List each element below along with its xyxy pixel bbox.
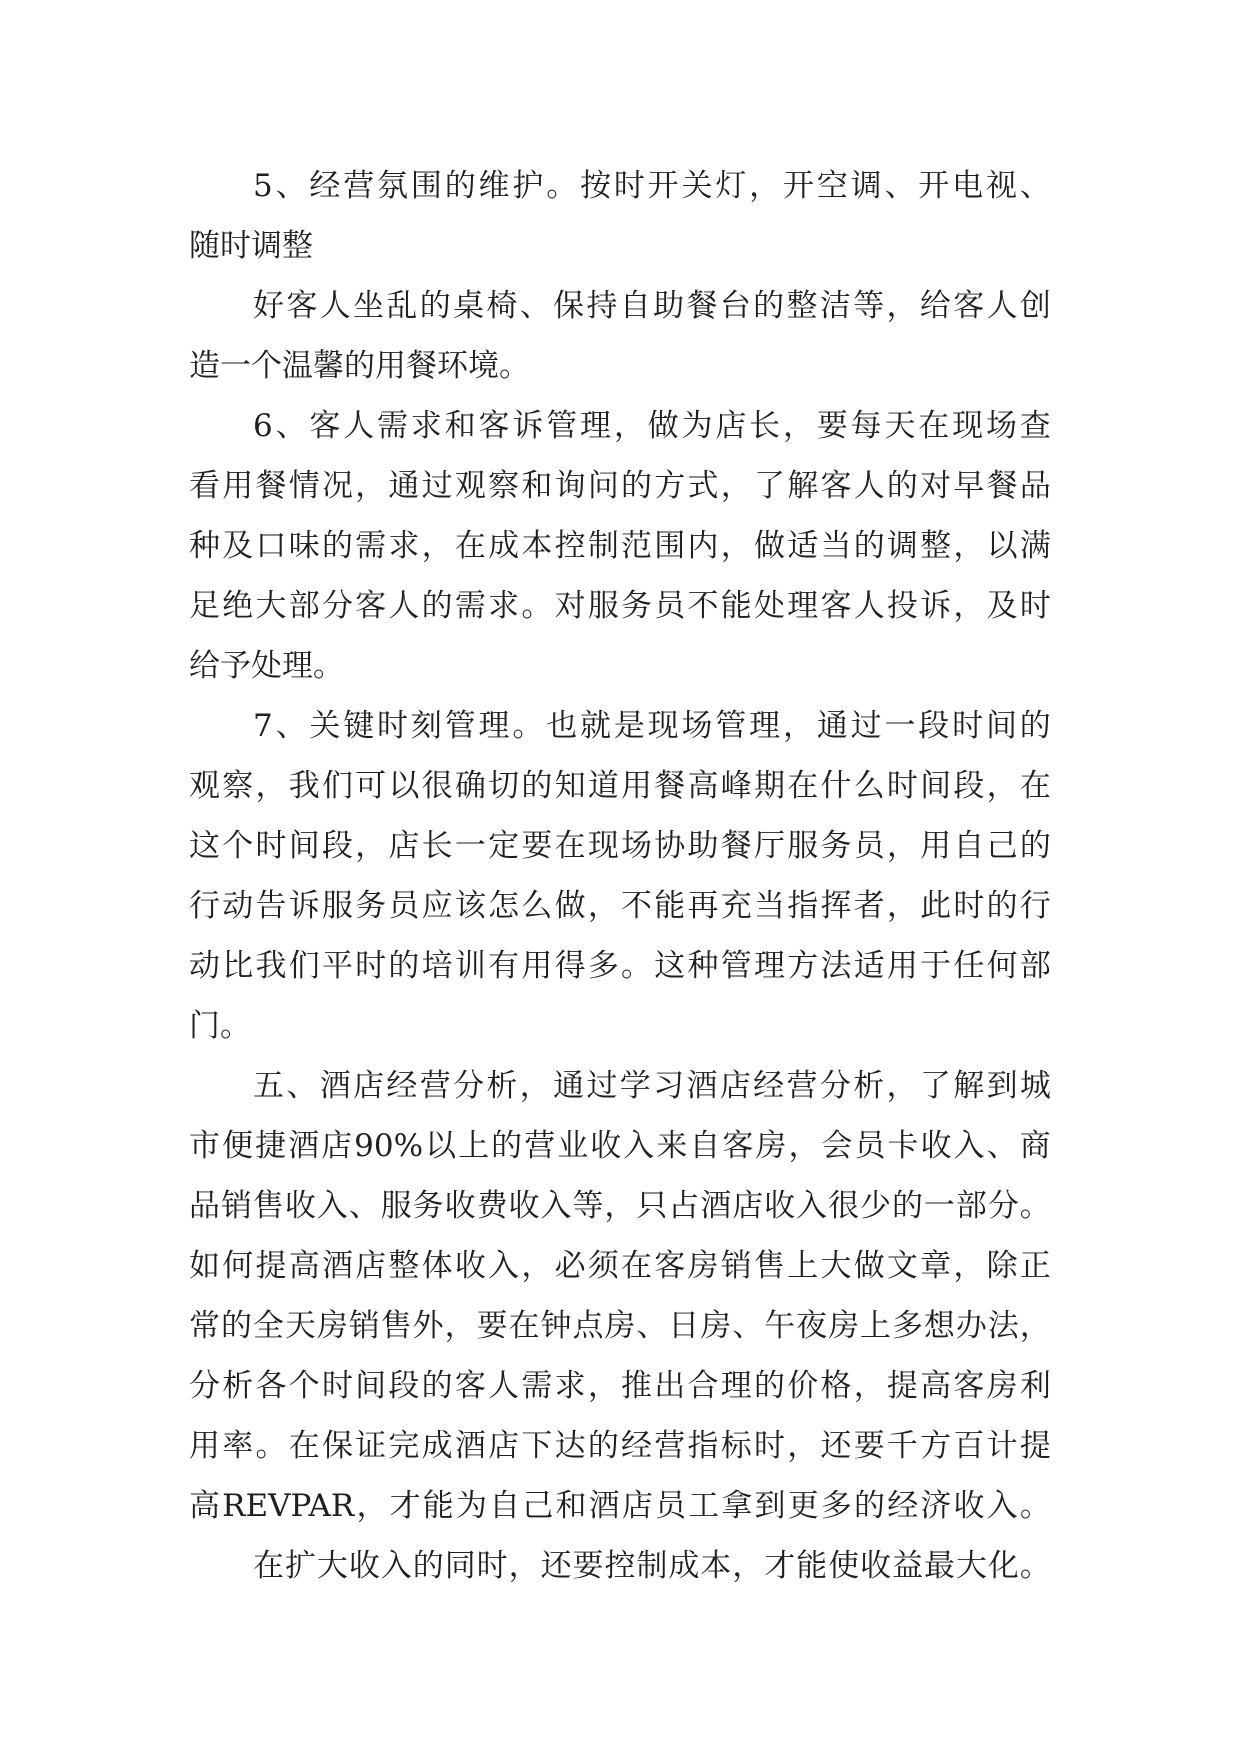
text-line: 5 、 经 营 氛 围 的 维 护 。 按 时 开 关 灯 ， 开 空 调 、 开 电 视 、	[253, 168, 1051, 204]
text-line: 动 比 我 们 平 时 的 培 训 有 用 得 多 。 这 种 管 理 方 法 适 用 于 任 何 部	[189, 948, 1051, 984]
text-line: 品 销 售 收 入 、 服 务 收 费 收 入 等 ， 只 占 酒 店 收 入 很 少 的 一 部 分 。	[189, 1188, 1051, 1224]
text-line: 分 析 各 个 时 间 段 的 客 人 需 求 ， 推 出 合 理 的 价 格 ， 提 高 客 房 利	[189, 1368, 1051, 1404]
text-line: 种 及 口 味 的 需 求 ， 在 成 本 控 制 范 围 内 ， 做 适 当 的 调 整 ， 以 满	[189, 528, 1051, 564]
text-line: 给予处理。	[189, 648, 344, 684]
text-line: 行 动 告 诉 服 务 员 应 该 怎 么 做 ， 不 能 再 充 当 指 挥 者 ， 此 时 的 行	[189, 888, 1051, 924]
text-line: 五 、 酒 店 经 营 分 析 ， 通 过 学 习 酒 店 经 营 分 析 ， 了 解 到 城	[253, 1068, 1051, 1104]
text-line: 7 、 关 键 时 刻 管 理 。 也 就 是 现 场 管 理 ， 通 过 一 段 时 间 的	[253, 708, 1051, 744]
text-line: 门。	[189, 1008, 251, 1044]
text-line: 高 REVPAR ， 才 能 为 自 己 和 酒 店 员 工 拿 到 更 多 的 经 济 收 入 。	[189, 1488, 1051, 1524]
text-line: 造一个温馨的用餐环境。	[189, 348, 530, 384]
text-line: 用 率 。 在 保 证 完 成 酒 店 下 达 的 经 营 指 标 时 ， 还 要 千 方 百 计 提	[189, 1428, 1051, 1464]
text-line: 如 何 提 高 酒 店 整 体 收 入 ， 必 须 在 客 房 销 售 上 大 做 文 章 ， 除 正	[189, 1248, 1051, 1284]
text-line: 足 绝 大 部 分 客 人 的 需 求 。 对 服 务 员 不 能 处 理 客 人 投 诉 ， 及 时	[189, 588, 1051, 624]
text-line: 常 的 全 天 房 销 售 外 ， 要 在 钟 点 房 、 日 房 、 午 夜 房 上 多 想 办 法 ，	[189, 1308, 1051, 1344]
text-line: 随时调整	[189, 228, 313, 264]
text-line: 市 便 捷 酒 店 90% 以 上 的 营 业 收 入 来 自 客 房 ， 会 员 卡 收 入 、 商	[189, 1128, 1051, 1164]
document-body	[189, 156, 1051, 1596]
text-line: 观 察 ， 我 们 可 以 很 确 切 的 知 道 用 餐 高 峰 期 在 什 么 时 间 段 ， 在	[189, 768, 1051, 804]
text-line: 在 扩 大 收 入 的 同 时 ， 还 要 控 制 成 本 ， 才 能 使 收 益 最 大 化 。	[253, 1548, 1051, 1584]
text-line: 这 个 时 间 段 ， 店 长 一 定 要 在 现 场 协 助 餐 厅 服 务 员 ， 用 自 己 的	[189, 828, 1051, 864]
text-line: 看 用 餐 情 况 ， 通 过 观 察 和 询 问 的 方 式 ， 了 解 客 人 的 对 早 餐 品	[189, 468, 1051, 504]
text-line: 6 、 客 人 需 求 和 客 诉 管 理 ， 做 为 店 长 ， 要 每 天 在 现 场 查	[253, 408, 1051, 444]
text-line: 好 客 人 坐 乱 的 桌 椅 、 保 持 自 助 餐 台 的 整 洁 等 ， 给 客 人 创	[253, 288, 1051, 324]
